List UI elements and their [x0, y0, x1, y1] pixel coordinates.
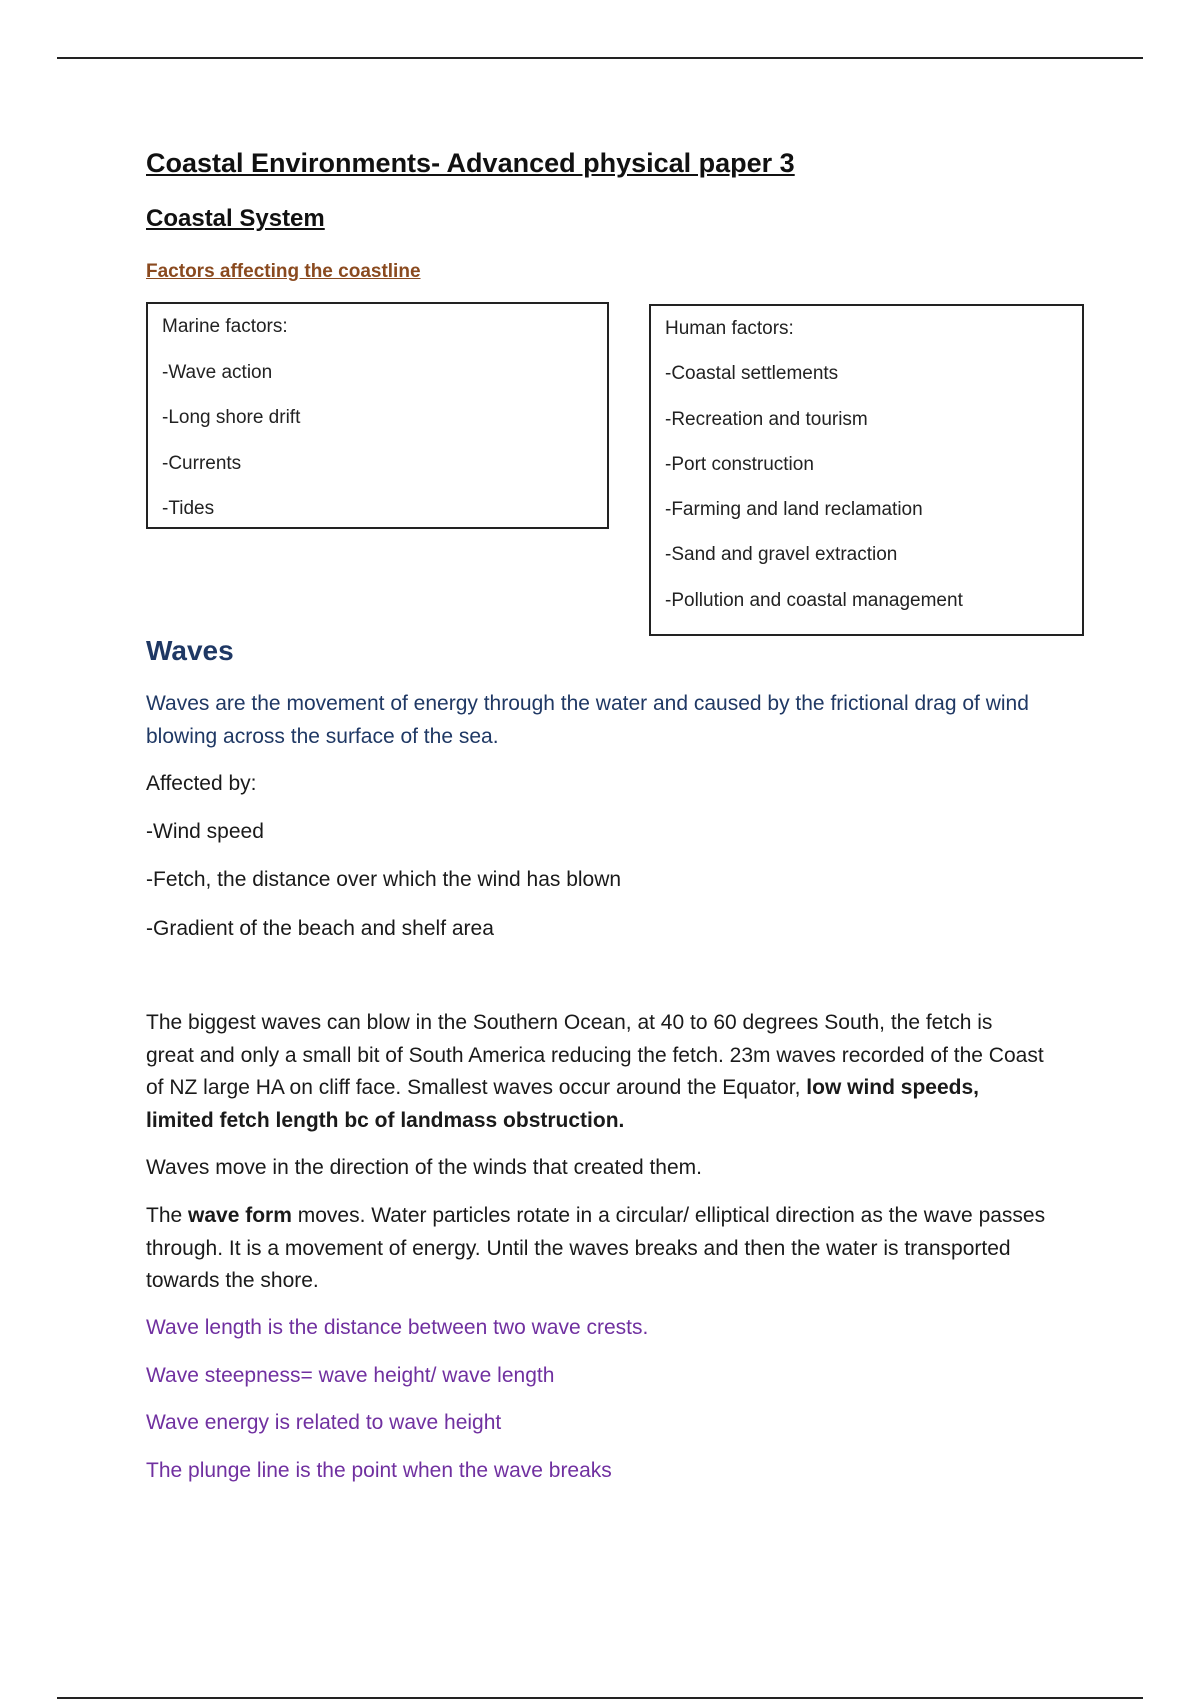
human-factor-item: -Recreation and tourism — [665, 408, 868, 430]
marine-factors-heading: Marine factors: — [162, 316, 288, 337]
wave-steepness-line: Wave steepness= wave height/ wave length — [146, 1364, 555, 1387]
marine-factor-item: -Currents — [162, 452, 242, 474]
wave-form-paragraph — [146, 1200, 1046, 1298]
human-factors-heading: Human factors: — [665, 318, 794, 339]
factors-heading: Factors affecting the coastline — [146, 261, 421, 282]
human-factor-item: -Coastal settlements — [665, 363, 839, 385]
footer-rule — [57, 1697, 1143, 1699]
wave-length-line: Wave length is the distance between two wave crests. — [146, 1316, 649, 1339]
marine-factor-item: -Tides — [162, 498, 215, 519]
human-factor-item: -Pollution and coastal management — [665, 589, 963, 611]
direction-paragraph: Waves move in the direction of the winds that created them. — [146, 1156, 702, 1179]
biggest-waves-text: The biggest waves can blow in the Southern Ocean, at 40 to 60 degrees South, the fetch is great and only a small bit of South America reducing the fetch. 23m waves recorded of the Coast of NZ large HA on cliff face. Smallest waves occur around the Equator, — [146, 1011, 1044, 1099]
plunge-line-line: The plunge line is the point when the wave breaks — [146, 1459, 612, 1482]
human-factors-box — [649, 304, 1084, 636]
marine-factors-box — [146, 302, 609, 529]
waves-definition: Waves are the movement of energy through the water and caused by the frictional drag of wind blowing across the surface of the sea. — [146, 692, 1029, 748]
human-factor-item: -Sand and gravel extraction — [665, 544, 898, 566]
waves-heading: Waves — [146, 635, 234, 666]
wave-form-post: moves. Water particles rotate in a circular/ elliptical direction as the wave passes through. It is a movement of energy. Until the waves breaks and then the water is transported towards the shore. — [146, 1204, 1046, 1292]
wave-energy-line: Wave energy is related to wave height — [146, 1411, 502, 1434]
wave-form-pre: The — [146, 1204, 189, 1227]
affect-item: -Wind speed — [146, 820, 264, 843]
affect-item: -Gradient of the beach and shelf area — [146, 917, 494, 940]
affected-by-label: Affected by: — [146, 772, 257, 795]
marine-factor-item: -Long shore drift — [162, 407, 301, 428]
biggest-waves-paragraph — [146, 1007, 1046, 1137]
human-factor-item: -Farming and land reclamation — [665, 499, 923, 521]
marine-factor-item: -Wave action — [162, 361, 273, 383]
wave-form-bold: wave form — [188, 1204, 292, 1227]
section-heading-coastal-system: Coastal System — [146, 205, 325, 232]
affect-item: -Fetch, the distance over which the wind has blown — [146, 868, 622, 891]
header-rule — [57, 57, 1143, 59]
biggest-waves-bold-text: low wind speeds, limited fetch length bc of landmass obstruction. — [146, 1076, 979, 1132]
human-factor-item: -Port construction — [665, 453, 814, 475]
document-title: Coastal Environments- Advanced physical paper 3 — [146, 148, 795, 178]
